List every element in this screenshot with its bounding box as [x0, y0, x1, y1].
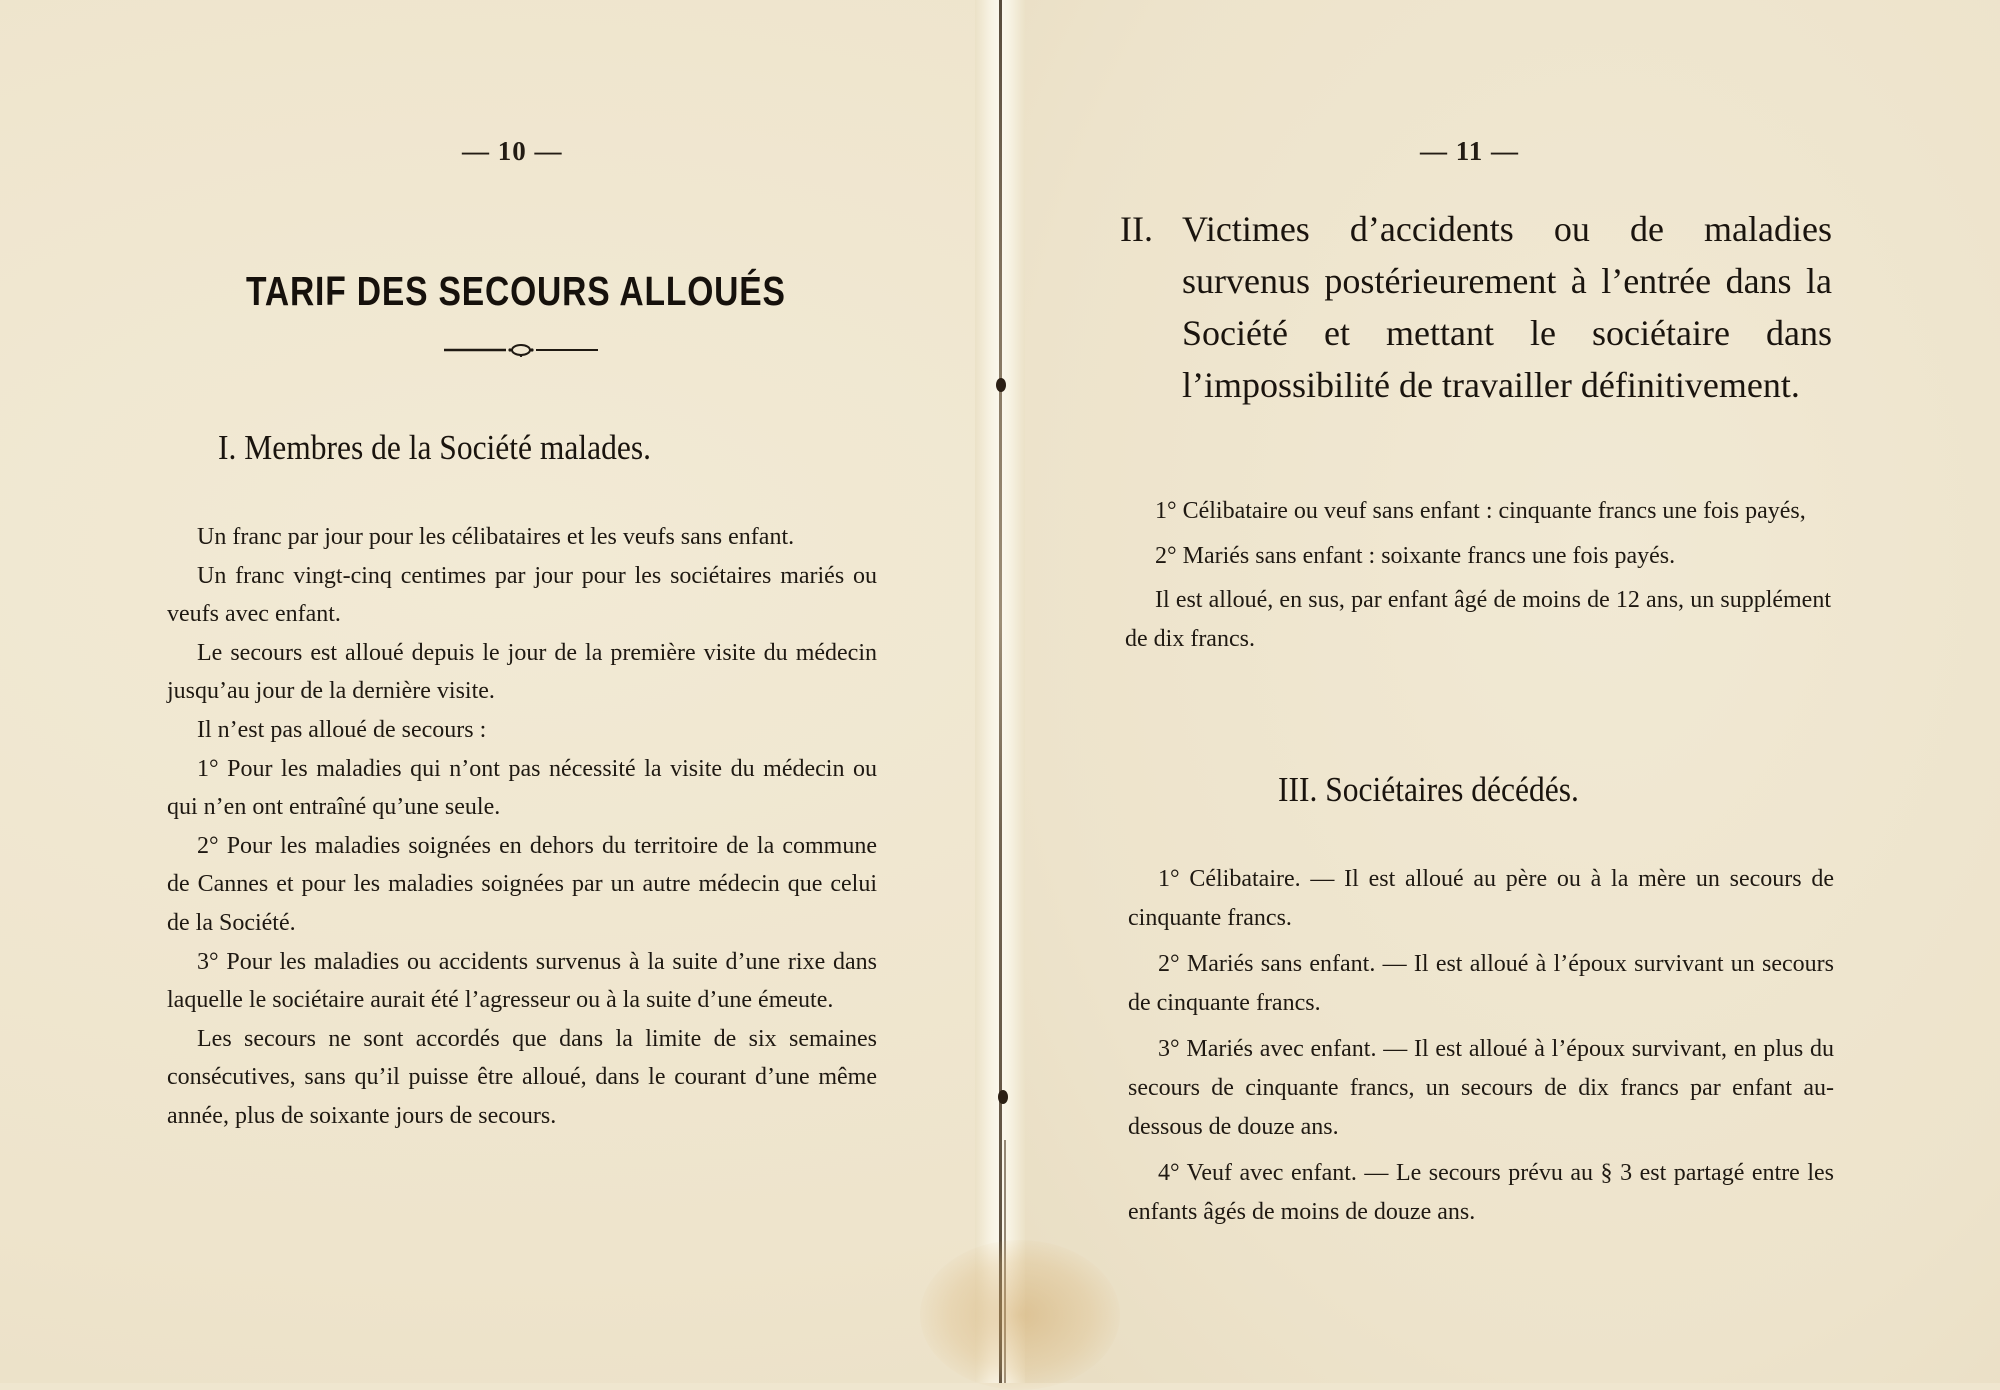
page-number-right: — 11 —	[1420, 136, 1520, 166]
paragraph: Le secours est alloué depuis le jour de la première visite du médecin jusqu’au jour de la dernière visite.	[167, 639, 877, 705]
section-heading-3: III. Sociétaires décédés.	[1278, 770, 1579, 809]
paragraph: Il n’est pas alloué de secours :	[197, 716, 487, 743]
paragraph: Il est alloué, en sus, par enfant âgé de moins de 12 ans, un supplément de dix francs.	[1125, 587, 1831, 652]
paragraph: 3° Mariés avec enfant. — Il est alloué à l’époux survivant, en plus du secours de cinquante francs, un secours de dix francs par enfant au-dessous de douze ans.	[1128, 1036, 1834, 1140]
paragraph: Un franc par jour pour les célibataires et les veufs sans enfant.	[197, 524, 795, 550]
paragraph: 1° Célibataire ou veuf sans enfant : cinquante francs une fois payés,	[1155, 498, 1806, 524]
section-2-numeral: II.	[1120, 209, 1153, 249]
section-3-body	[1128, 860, 1834, 1239]
water-stain	[920, 1240, 1120, 1390]
paragraph: 2° Mariés sans enfant. — Il est alloué à l’époux survivant un secours de cinquante francs.	[1128, 951, 1834, 1016]
paragraph: 1° Célibataire. — Il est alloué au père ou à la mère un secours de cinquante francs.	[1128, 866, 1834, 931]
paragraph: 1° Pour les maladies qui n’ont pas nécessité la visite du médecin ou qui n’en ont entraîné qu’une seule.	[167, 755, 877, 821]
paragraph: Un franc vingt-cinq centimes par jour pour les sociétaires mariés ou veufs avec enfant.	[167, 562, 877, 628]
page-title: TARIF DES SECOURS ALLOUÉS	[246, 268, 786, 314]
title-ornament-divider	[444, 343, 598, 357]
section-2-body	[1125, 492, 1831, 664]
section-1-body	[167, 518, 877, 1136]
paragraph: 3° Pour les maladies ou accidents survenus à la suite d’une rixe dans laquelle le sociétaire aurait été l’agresseur ou à la suite d’une émeute.	[167, 948, 877, 1014]
paragraph: 2° Pour les maladies soignées en dehors du territoire de la commune de Cannes et pour les maladies soignées par un autre médecin que celui de la Société.	[167, 832, 877, 936]
binding-stitch	[998, 1090, 1008, 1104]
paragraph: 2° Mariés sans enfant : soixante francs une fois payés.	[1155, 542, 1676, 569]
binding-fold-line	[999, 0, 1002, 1383]
section-heading-2	[1120, 203, 1832, 411]
page-number-left: — 10 —	[462, 136, 563, 166]
section-2-title: Victimes d’accidents ou de maladies survenus postérieurement à l’entrée dans la Société et mettant le sociétaire dans l’impossibilité de travailler définitivement.	[1182, 209, 1832, 405]
paragraph: Les secours ne sont accordés que dans la limite de six semaines consécutives, sans qu’il puisse être alloué, dans le courant d’une même année, plus de soixante jours de secours.	[167, 1025, 877, 1129]
binding-stitch	[996, 378, 1006, 392]
paragraph: 4° Veuf avec enfant. — Le secours prévu au § 3 est partagé entre les enfants âgés de moins de douze ans.	[1128, 1160, 1834, 1225]
section-heading-1: I. Membres de la Société malades.	[218, 428, 651, 467]
